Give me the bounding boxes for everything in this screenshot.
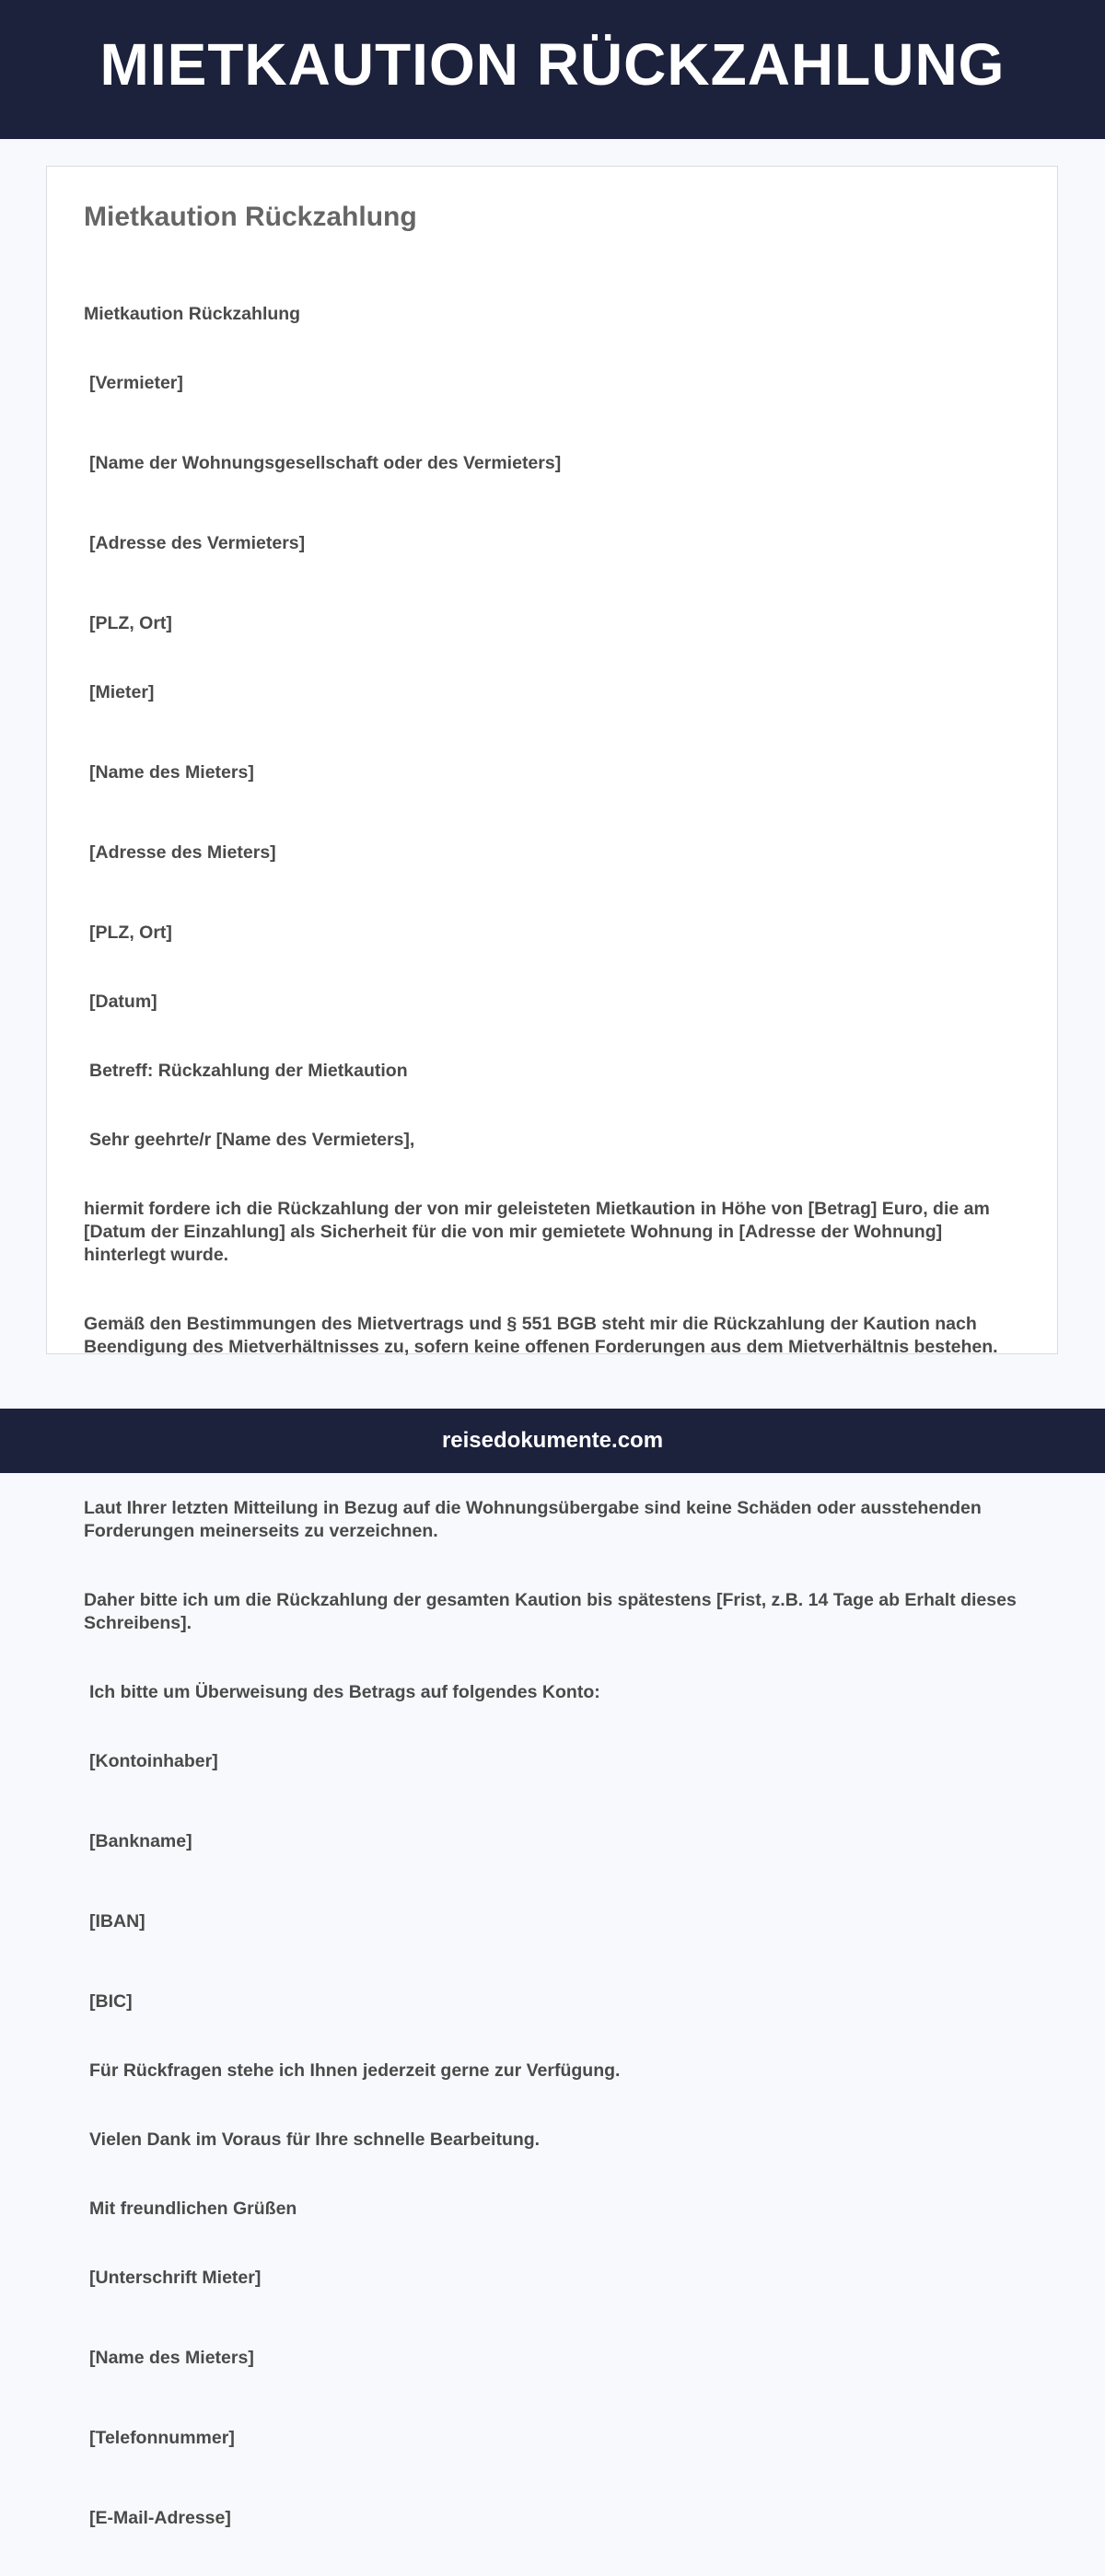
phone-number: [Telefonnummer] [89,2428,235,2448]
tenant-name: [Name des Mieters] [89,762,254,783]
landlord-address: [Adresse des Vermieters] [89,533,306,553]
subject-line: Betreff: Rückzahlung der Mietkaution [89,1061,408,1081]
header-title: MIETKAUTION RÜCKZAHLUNG [99,30,1006,98]
landlord-label: [Vermieter] [89,373,183,393]
body-heading: Mietkaution Rückzahlung [84,304,301,324]
tenant-address: [Adresse des Mieters] [89,842,276,863]
account-request: Ich bitte um Überweisung des Betrags auf folgendes Konto: [89,1682,600,1702]
footer-site-name: reisedokumente.com [441,1428,664,1453]
signer-name: [Name des Mieters] [89,2348,254,2368]
paragraph: Gemäß den Bestimmungen des Mietvertrags und § 551 BGB steht mir die Rückzahlung der Kaution nach Beendigung des Mietverhältnisses zu, sofern keine offenen Forderungen aus dem Mietverhältnis bestehen. [84,1314,998,1357]
email-address: [E-Mail-Adresse] [89,2508,231,2528]
landlord-zip-city: [PLZ, Ort] [89,613,172,633]
paragraph: hiermit fordere ich die Rückzahlung der von mir geleisteten Mietkaution in Höhe von [Betrag] Euro, die am [Datum der Einzahlung] als Sicherheit für die von mir gemietete Wohnung in [Adresse der Wohnung] hinterlegt wurde. [84,1199,995,1265]
bank-name: [Bankname] [89,1831,192,1851]
tenant-zip-city: [PLZ, Ort] [89,922,172,943]
iban: [IBAN] [89,1911,145,1932]
closing-questions: Für Rückfragen stehe ich Ihnen jederzeit gerne zur Verfügung. [89,2060,621,2081]
page-footer [0,1409,1105,1473]
bic: [BIC] [89,1991,133,2012]
closing-thanks: Vielen Dank im Voraus für Ihre schnelle Bearbeitung. [89,2129,541,2150]
document-title: Mietkaution Rückzahlung [84,202,417,232]
paragraph: Daher bitte ich um die Rückzahlung der gesamten Kaution bis spätestens [Frist, z.B. 14 Tage ab Erhalt dieses Schreibens]. [84,1590,1022,1633]
date-line: [Datum] [89,992,157,1012]
tenant-label: [Mieter] [89,682,155,702]
account-holder: [Kontoinhaber] [89,1751,218,1771]
landlord-name: [Name der Wohnungsgesellschaft oder des Vermieters] [89,453,562,473]
page-header [0,0,1105,139]
signature: [Unterschrift Mieter] [89,2268,262,2288]
paragraph: Laut Ihrer letzten Mitteilung in Bezug auf die Wohnungsübergabe sind keine Schäden oder ausstehenden Forderungen meinerseits zu verzeichnen. [84,1498,987,1541]
salutation: Sehr geehrte/r [Name des Vermieters], [89,1130,415,1150]
closing-greeting: Mit freundlichen Grüßen [89,2199,297,2219]
